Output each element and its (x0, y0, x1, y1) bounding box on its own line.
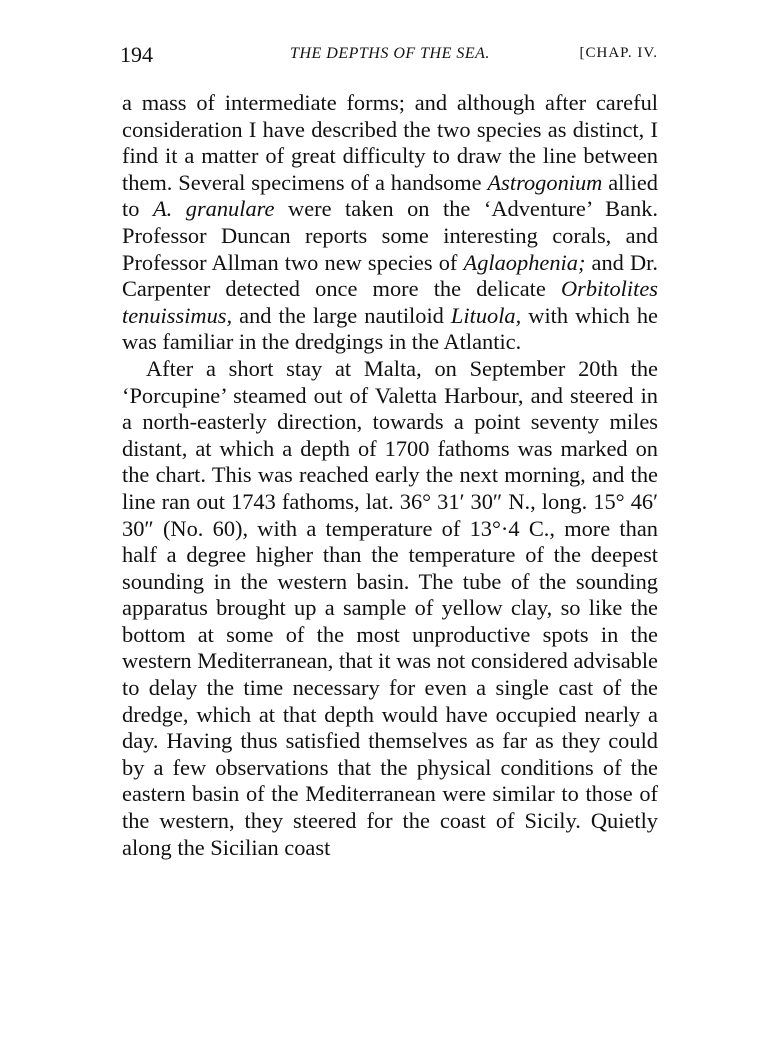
text-segment: were taken on the ‘Adventure’ Bank. Professor Duncan reports some interesting corals, and Professor Allman two new species of (122, 196, 659, 275)
page-number: 194 (120, 42, 153, 67)
text-segment: and Dr. Carpenter detected once more the delicate (122, 249, 658, 302)
chapter-reference: [CHAP. IV. (579, 45, 658, 61)
paragraph-1 (122, 90, 658, 356)
body-text (122, 90, 658, 861)
species-name-orbitolites: Orbitolites tenuissimus, (122, 276, 658, 328)
species-name-lituola: Lituola, (450, 302, 522, 328)
text-segment: a mass of intermediate forms; and although after careful consideration I have described the two species as distinct, I find it a matter of great difficulty to draw the line between them. Several specimens of a handsome (122, 90, 658, 195)
text-segment: allied to (122, 169, 658, 222)
species-name-granulare: A. granulare (152, 196, 275, 222)
running-title: THE DEPTHS OF THE SEA. (290, 45, 490, 62)
text-segment: and the large nautiloid (232, 302, 451, 328)
paragraph-2 (122, 356, 658, 861)
text-segment: with which he was familiar in the dredgings in the Atlantic. (122, 302, 658, 355)
species-name-astrogonium: Astrogonium (487, 169, 603, 195)
book-page (122, 42, 658, 861)
text-segment: After a short stay at Malta, on September 20th the ‘Porcupine’ steamed out of Valetta Harbour, and steered in a north-easterly direction, towards a point seventy miles distant, at which a depth of 1700 fathoms was marked on the chart. This was reached early the next morning, and the line ran out 1743 fathoms, lat. 36° 31′ 30″ N., long. 15° 46′ 30″ (No. 60), with a temperature of 13°·4 C., more than half a degree higher than the temperature of the deepest sounding in the western basin. The tube of the sounding apparatus brought up a sample of yellow clay, so like the bottom at some of the most unproductive spots in the western Mediterranean, that it was not considered advisable to delay the time necessary for even a single cast of the dredge, which at that depth would have occupied nearly a day. Having thus satisfied themselves as far as they could by a few observations that the physical conditions of the eastern basin of the Mediterranean were similar to those of the western, they steered for the coast of Sicily. Quietly along the Sicilian coast (122, 355, 658, 860)
species-name-aglaophenia: Aglaophenia; (463, 249, 586, 275)
running-header (122, 42, 658, 72)
